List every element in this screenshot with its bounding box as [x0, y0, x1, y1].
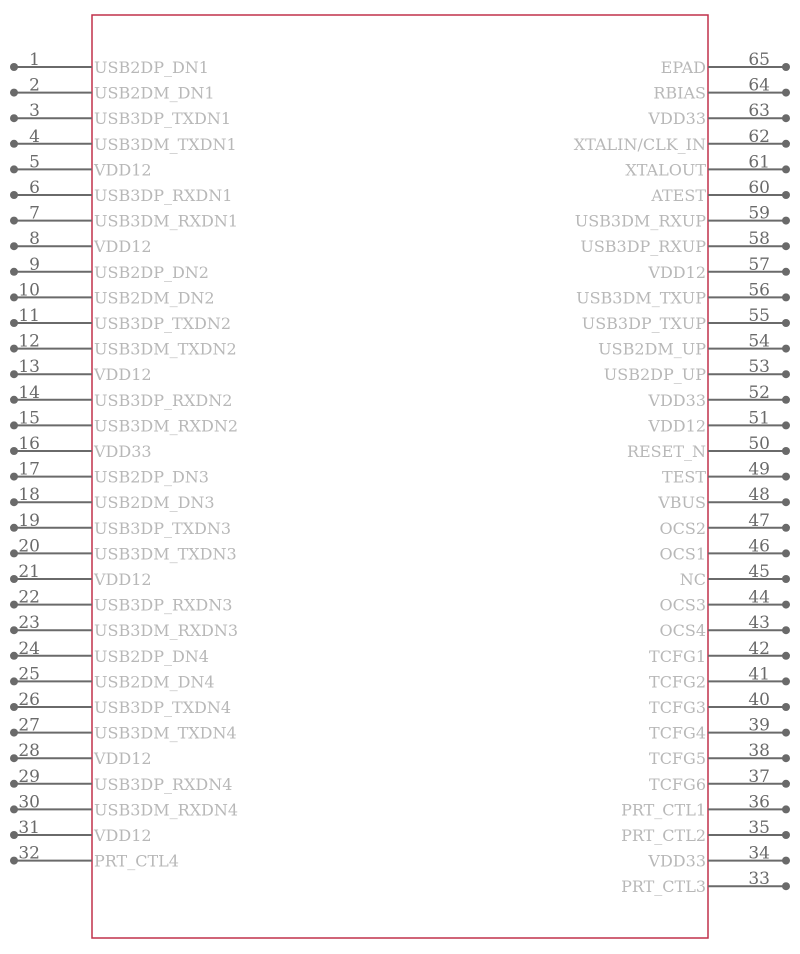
pin-terminal-dot — [782, 89, 790, 97]
pin-number: 63 — [748, 101, 770, 122]
pin-number: 45 — [748, 562, 770, 582]
pin-number: 35 — [748, 818, 770, 838]
pin-number: 64 — [748, 75, 770, 96]
pin-number: 23 — [18, 613, 40, 634]
right-pin-59 — [575, 204, 790, 231]
pin-name: USB3DP_TXDN4 — [94, 698, 232, 717]
right-pin-43 — [660, 613, 791, 640]
pin-terminal-dot — [782, 677, 790, 685]
pin-terminal-dot — [782, 703, 790, 711]
pin-terminal-dot — [10, 601, 18, 609]
pin-terminal-dot — [782, 370, 790, 378]
pin-name: USB2DM_UP — [598, 339, 706, 359]
pin-number: 29 — [18, 766, 40, 787]
left-pin-14 — [10, 383, 232, 410]
left-pin-28 — [10, 741, 152, 768]
right-pin-45 — [680, 562, 790, 589]
pin-terminal-dot — [782, 780, 790, 788]
pin-name: OCS4 — [659, 621, 706, 641]
pin-number: 18 — [18, 485, 40, 506]
right-pin-group — [574, 50, 790, 896]
pin-name: TCFG5 — [649, 749, 706, 769]
pin-number: 58 — [748, 229, 770, 250]
pin-terminal-dot — [10, 447, 18, 455]
pin-name: USB3DM_TXDN3 — [94, 544, 237, 564]
pin-name: TCFG4 — [649, 723, 706, 743]
pin-terminal-dot — [10, 191, 18, 199]
pin-terminal-dot — [10, 524, 18, 532]
pin-name: VDD12 — [94, 749, 152, 769]
pin-terminal-dot — [782, 114, 790, 122]
pin-terminal-dot — [782, 549, 790, 557]
pin-number: 11 — [18, 306, 40, 326]
pin-name: OCS3 — [659, 595, 706, 615]
pin-name: USB3DM_TXDN2 — [94, 339, 237, 359]
pin-name: USB3DP_TXUP — [581, 314, 706, 333]
pin-number: 12 — [18, 331, 40, 352]
pin-number: 57 — [748, 254, 770, 275]
left-pin-26 — [10, 690, 231, 717]
pin-terminal-dot — [782, 626, 790, 634]
pin-terminal-dot — [10, 114, 18, 122]
right-pin-34 — [647, 844, 790, 871]
pin-name: USB2DM_DN1 — [94, 83, 215, 103]
left-pin-2 — [10, 76, 215, 103]
pin-name: USB3DP_TXDN2 — [94, 314, 232, 333]
pin-name: TCFG1 — [649, 646, 706, 666]
pin-number: 24 — [18, 638, 40, 659]
pin-terminal-dot — [10, 652, 18, 660]
pin-terminal-dot — [10, 140, 18, 148]
pin-number: 1 — [29, 50, 40, 70]
pin-terminal-dot — [782, 217, 790, 225]
pin-terminal-dot — [10, 63, 18, 71]
pin-name: OCS1 — [659, 544, 706, 564]
pin-terminal-dot — [782, 831, 790, 839]
pin-number: 3 — [29, 101, 40, 122]
pin-name: VDD12 — [94, 570, 152, 589]
pin-terminal-dot — [782, 805, 790, 813]
pin-number: 40 — [748, 690, 770, 710]
pin-number: 39 — [748, 715, 770, 736]
left-pin-27 — [10, 716, 237, 743]
left-pin-13 — [10, 357, 152, 384]
pin-name: TCFG6 — [649, 774, 706, 794]
pin-number: 30 — [18, 792, 40, 813]
pin-number: 50 — [748, 434, 770, 454]
left-pin-30 — [10, 792, 238, 819]
left-pin-32 — [10, 844, 179, 871]
pin-number: 31 — [18, 818, 40, 838]
pin-name: TCFG2 — [649, 672, 706, 692]
pin-number: 55 — [748, 306, 770, 326]
pin-terminal-dot — [782, 165, 790, 173]
pin-name: USB2DM_DN2 — [94, 288, 215, 308]
pin-number: 7 — [29, 203, 40, 224]
pin-name: PRT_CTL1 — [621, 800, 706, 820]
pin-number: 62 — [748, 126, 770, 147]
pin-terminal-dot — [10, 677, 18, 685]
pin-terminal-dot — [782, 63, 790, 71]
pin-terminal-dot — [782, 345, 790, 353]
pin-number: 20 — [18, 536, 40, 557]
pin-terminal-dot — [10, 242, 18, 250]
pin-number: 17 — [18, 459, 40, 480]
left-pin-19 — [10, 511, 231, 538]
right-pin-51 — [647, 408, 790, 435]
pin-name: USB3DM_RXDN3 — [94, 621, 239, 641]
pin-number: 6 — [29, 178, 40, 198]
pin-name: USB2DM_DN4 — [94, 672, 215, 692]
pin-name: USB2DP_DN4 — [94, 646, 209, 666]
left-pin-18 — [10, 485, 215, 512]
pin-number: 13 — [18, 357, 40, 378]
pin-name: USB3DP_TXDN3 — [94, 518, 232, 538]
pin-terminal-dot — [782, 242, 790, 250]
left-pin-group — [10, 50, 238, 871]
pin-terminal-dot — [10, 575, 18, 583]
pin-name: VDD33 — [648, 109, 706, 129]
pin-number: 49 — [748, 459, 770, 480]
left-pin-31 — [10, 818, 152, 845]
pin-number: 8 — [29, 229, 40, 250]
pin-name: USB2DP_DN1 — [94, 58, 209, 77]
pin-number: 37 — [748, 766, 770, 787]
right-pin-54 — [598, 332, 790, 359]
pin-number: 48 — [748, 485, 770, 506]
pin-terminal-dot — [10, 729, 18, 737]
pin-name: USB3DM_TXUP — [576, 288, 706, 308]
right-pin-57 — [647, 255, 790, 282]
pin-terminal-dot — [782, 601, 790, 609]
pin-terminal-dot — [782, 140, 790, 148]
pin-terminal-dot — [10, 165, 18, 173]
right-pin-53 — [604, 357, 790, 384]
pin-name: VDD12 — [94, 826, 152, 845]
pin-name: VDD12 — [94, 237, 152, 257]
left-pin-20 — [10, 536, 237, 563]
pin-number: 25 — [18, 664, 40, 685]
pin-terminal-dot — [10, 831, 18, 839]
pin-terminal-dot — [10, 498, 18, 506]
pin-number: 46 — [748, 536, 770, 557]
pin-name: VDD33 — [648, 851, 706, 871]
right-pin-42 — [649, 639, 790, 666]
pin-number: 21 — [18, 562, 40, 582]
pin-number: 26 — [18, 690, 40, 710]
left-pin-29 — [10, 767, 232, 794]
pin-terminal-dot — [10, 89, 18, 97]
pin-number: 27 — [18, 715, 40, 736]
pin-name: USB3DM_RXDN1 — [94, 211, 239, 231]
pin-name: USB3DM_RXDN2 — [94, 416, 239, 436]
pin-number: 2 — [29, 75, 40, 96]
right-pin-58 — [580, 229, 790, 256]
pin-number: 19 — [18, 510, 40, 531]
pin-terminal-dot — [10, 805, 18, 813]
right-pin-38 — [649, 741, 790, 768]
pin-name: USB3DP_RXDN4 — [94, 774, 233, 794]
pin-terminal-dot — [10, 268, 18, 276]
pin-number: 42 — [748, 638, 770, 659]
right-pin-52 — [647, 383, 790, 410]
pin-terminal-dot — [10, 319, 18, 327]
pin-number: 38 — [748, 741, 770, 762]
left-pin-25 — [10, 664, 215, 691]
pin-name: USB2DP_UP — [603, 365, 706, 385]
pin-terminal-dot — [10, 396, 18, 404]
left-pin-24 — [10, 639, 209, 666]
pin-terminal-dot — [10, 421, 18, 429]
pin-number: 44 — [748, 587, 770, 608]
pin-name: USB3DM_TXDN4 — [94, 723, 237, 743]
pin-name: XTALIN/CLK_IN — [573, 134, 706, 154]
right-pin-48 — [657, 485, 790, 512]
left-pin-12 — [10, 332, 237, 359]
pin-number: 9 — [29, 254, 40, 275]
pin-name: VDD12 — [648, 262, 706, 282]
left-pin-9 — [10, 255, 209, 282]
pin-terminal-dot — [782, 191, 790, 199]
pin-terminal-dot — [782, 447, 790, 455]
right-pin-60 — [650, 178, 790, 205]
pin-name: USB3DP_RXUP — [580, 237, 706, 257]
pin-number: 51 — [748, 408, 770, 429]
pin-name: TEST — [662, 467, 706, 487]
pin-terminal-dot — [782, 754, 790, 762]
pin-number: 33 — [748, 869, 770, 890]
right-pin-46 — [660, 536, 791, 563]
pin-name: VDD12 — [94, 160, 152, 180]
right-pin-47 — [660, 511, 791, 538]
right-pin-40 — [649, 690, 790, 717]
pin-name: EPAD — [660, 58, 706, 77]
right-pin-65 — [661, 50, 790, 77]
left-pin-5 — [10, 152, 152, 179]
pin-terminal-dot — [782, 575, 790, 583]
pin-number: 4 — [29, 126, 40, 147]
pin-number: 10 — [18, 280, 40, 301]
right-pin-37 — [649, 767, 790, 794]
pin-number: 41 — [748, 664, 770, 685]
pin-terminal-dot — [782, 857, 790, 865]
pin-terminal-dot — [10, 754, 18, 762]
right-pin-33 — [621, 869, 790, 896]
left-pin-7 — [10, 204, 238, 231]
right-pin-41 — [649, 664, 790, 691]
pin-number: 14 — [18, 382, 40, 403]
right-pin-49 — [662, 460, 790, 487]
left-pin-23 — [10, 613, 238, 640]
pin-terminal-dot — [782, 293, 790, 301]
pin-name: NC — [679, 570, 706, 589]
pin-name: RBIAS — [653, 83, 706, 103]
left-pin-10 — [10, 280, 215, 307]
pin-number: 5 — [29, 152, 40, 173]
left-pin-3 — [10, 101, 231, 128]
pin-terminal-dot — [10, 626, 18, 634]
left-pin-16 — [10, 434, 152, 461]
left-pin-1 — [10, 50, 209, 77]
pin-number: 47 — [748, 510, 770, 531]
left-pin-11 — [10, 306, 231, 333]
pin-number: 56 — [748, 280, 770, 301]
right-pin-39 — [649, 716, 790, 743]
pin-name: PRT_CTL3 — [621, 877, 706, 897]
pin-number: 32 — [18, 843, 40, 864]
pin-terminal-dot — [782, 319, 790, 327]
left-pin-8 — [10, 229, 152, 256]
right-pin-35 — [621, 818, 790, 845]
right-pin-36 — [621, 792, 790, 819]
pin-name: ATEST — [651, 186, 706, 205]
right-pin-55 — [582, 306, 790, 333]
pin-terminal-dot — [782, 652, 790, 660]
pin-number: 61 — [748, 152, 770, 173]
pin-name: RESET_N — [626, 442, 706, 461]
pin-number: 36 — [748, 792, 770, 813]
pin-terminal-dot — [10, 217, 18, 225]
pin-number: 53 — [748, 357, 770, 378]
right-pin-44 — [660, 588, 791, 615]
pin-name: OCS2 — [659, 518, 706, 538]
pin-name: VDD12 — [648, 416, 706, 436]
pin-number: 52 — [748, 382, 770, 403]
pin-terminal-dot — [10, 370, 18, 378]
pin-terminal-dot — [782, 498, 790, 506]
pin-terminal-dot — [10, 473, 18, 481]
pin-terminal-dot — [782, 524, 790, 532]
pin-name: VDD33 — [94, 442, 152, 461]
pin-name: USB2DP_DN3 — [94, 467, 209, 487]
pin-name: USB3DP_RXDN1 — [94, 186, 233, 205]
pin-number: 54 — [748, 331, 770, 352]
pin-name: USB2DM_DN3 — [94, 493, 215, 513]
pin-name: USB3DM_TXDN1 — [94, 134, 237, 154]
pin-name: USB3DP_TXDN1 — [94, 109, 232, 129]
pin-terminal-dot — [782, 882, 790, 890]
pin-terminal-dot — [782, 729, 790, 737]
pin-name: USB3DM_RXDN4 — [94, 800, 239, 820]
pin-number: 60 — [748, 178, 770, 198]
pin-name: TCFG3 — [649, 698, 706, 717]
right-pin-64 — [653, 76, 790, 103]
pin-terminal-dot — [782, 473, 790, 481]
right-pin-63 — [647, 101, 790, 128]
pin-number: 22 — [18, 587, 40, 608]
pin-name: XTALOUT — [625, 160, 706, 180]
pin-terminal-dot — [10, 293, 18, 301]
pin-terminal-dot — [10, 549, 18, 557]
left-pin-15 — [10, 408, 238, 435]
pin-name: VDD33 — [648, 390, 706, 410]
pin-terminal-dot — [782, 268, 790, 276]
pin-terminal-dot — [782, 421, 790, 429]
pin-terminal-dot — [10, 345, 18, 353]
pin-terminal-dot — [10, 857, 18, 865]
pin-number: 65 — [748, 50, 770, 70]
left-pin-17 — [10, 460, 209, 487]
pin-number: 43 — [748, 613, 770, 634]
pin-number: 59 — [748, 203, 770, 224]
left-pin-6 — [10, 178, 232, 205]
right-pin-62 — [574, 127, 790, 154]
pin-name: PRT_CTL4 — [94, 851, 179, 871]
pin-terminal-dot — [10, 703, 18, 711]
pin-number: 34 — [748, 843, 770, 864]
left-pin-21 — [10, 562, 152, 589]
left-pin-4 — [10, 127, 237, 154]
pin-name: USB3DP_RXDN3 — [94, 595, 233, 615]
right-pin-56 — [576, 280, 790, 307]
pin-terminal-dot — [782, 396, 790, 404]
pin-number: 28 — [18, 741, 40, 762]
pin-number: 15 — [18, 408, 40, 429]
pin-name: USB3DM_RXUP — [574, 211, 706, 231]
pin-name: USB2DP_DN2 — [94, 262, 209, 282]
pin-name: VDD12 — [94, 365, 152, 385]
pin-name: PRT_CTL2 — [621, 826, 706, 845]
pin-number: 16 — [18, 434, 40, 454]
pin-name: USB3DP_RXDN2 — [94, 390, 233, 410]
pin-name: VBUS — [658, 493, 706, 513]
pin-terminal-dot — [10, 780, 18, 788]
left-pin-22 — [10, 588, 232, 615]
